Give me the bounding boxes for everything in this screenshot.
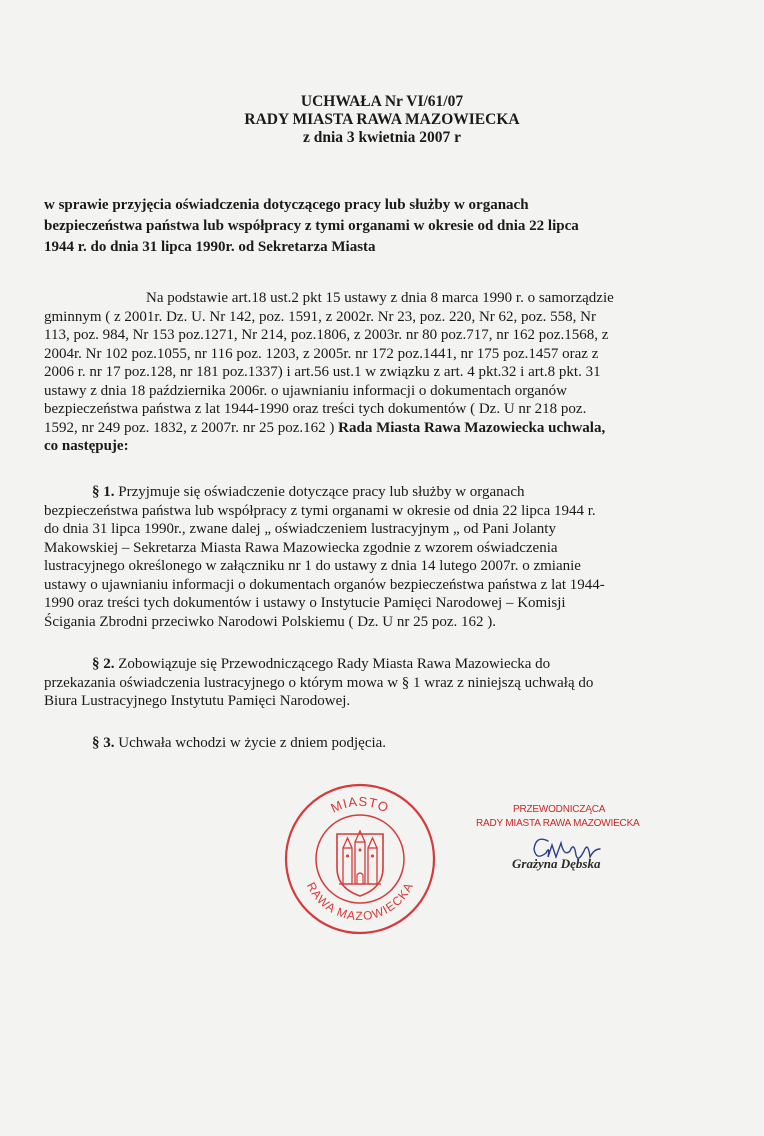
- resolution-number: UCHWAŁA Nr VI/61/07: [300, 93, 464, 110]
- signature-title: PRZEWODNICZĄCA: [513, 804, 606, 815]
- svg-text:MIASTO: [328, 794, 391, 816]
- signatory-name: Grażyna Dębska: [512, 856, 601, 871]
- section-2-line: Biura Lustracyjnego Instytutu Pamięci Narodowej.: [44, 693, 351, 709]
- council-name: RADY MIASTA RAWA MAZOWIECKA: [244, 111, 520, 128]
- preamble-line: ustawy z dnia 18 października 2006r. o ujawnianiu informacji o dokumentach organów: [44, 382, 567, 399]
- section-1: [44, 483, 664, 631]
- subject-line: bezpieczeństwa państwa lub współpracy z tymi organami w okresie od dnia 22 lipca: [44, 218, 579, 234]
- stamp-top-text: MIASTO: [328, 793, 392, 816]
- section-1-line: do dnia 31 lipca 1990r., zwane dalej „ oświadczeniem lustracyjnym „ od Pani Jolanty: [44, 521, 556, 537]
- section-2-number: § 2.: [92, 656, 115, 672]
- section-3-number: § 3.: [92, 735, 115, 751]
- section-1-line: lustracyjnego określonego w załączniku nr 1 do ustawy z dnia 14 lutego 2007r. o zmianie: [44, 558, 581, 574]
- preamble-line: [44, 419, 664, 438]
- section-1-number: § 1.: [92, 484, 115, 500]
- section-1-line: ustawy o ujawnianiu informacji o dokumentach organów bezpieczeństwa państwa z lat 1944-: [44, 576, 605, 593]
- signature-block: [470, 803, 660, 871]
- section-1-line: Ścigania Zbrodni przeciwko Narodowi Polskiemu ( Dz. U nr 25 poz. 162 ).: [44, 613, 496, 630]
- section-3: [44, 734, 664, 753]
- section-2-first-line: [44, 655, 664, 674]
- preamble-line: 2004r. Nr 102 poz.1055, nr 116 poz. 1203, z 2005r. nr 172 poz.1441, nr 175 poz.1457 oraz z: [44, 345, 599, 362]
- preamble-line: 2006 r. nr 17 poz.128, nr 181 poz.1337) i art.56 ust.1 w związku z art. 4 pkt.32 i art.8 pkt. 31: [44, 364, 601, 380]
- preamble-line: bezpieczeństwa państwa z lat 1944-1990 oraz treści tych dokumentów ( Dz. U nr 218 poz.: [44, 401, 587, 417]
- preamble-paragraph: [44, 289, 664, 456]
- resolution-subject: [44, 195, 684, 258]
- subject-line: 1944 r. do dnia 31 lipca 1990r. od Sekretarza Miasta: [44, 239, 376, 255]
- section-1-first-line: [44, 483, 664, 502]
- svg-text:RAWA MAZOWIECKA: [304, 880, 416, 923]
- section-2-line: przekazania oświadczenia lustracyjnego o którym mowa w § 1 wraz z niniejszą uchwałą do: [44, 674, 594, 691]
- section-3-text: Uchwała wchodzi w życie z dniem podjęcia.: [114, 735, 387, 751]
- city-seal-graphic: [283, 782, 437, 936]
- section-1-line: bezpieczeństwa państwa lub współpracy z tymi organami w okresie od dnia 22 lipca 1944 r.: [44, 502, 596, 519]
- section-3-line: [44, 734, 664, 753]
- section-1-line: Makowskiej – Sekretarza Miasta Rawa Mazowiecka zgodnie z wzorem oświadczenia: [44, 539, 558, 556]
- section-2-text: Zobowiązuje się Przewodniczącego Rady Miasta Rawa Mazowiecka do: [114, 656, 551, 672]
- section-1-text: Przyjmuje się oświadczenie dotyczące pracy lub służby w organach: [114, 484, 525, 500]
- preamble-line: 113, poz. 984, Nr 153 poz.1271, Nr 214, poz.1806, z 2003r. nr 80 poz.717, nr 162 poz.1568, z: [44, 327, 609, 343]
- preamble-line-text: 1592, nr 249 poz. 1832, z 2007r. nr 25 poz.162 ): [44, 419, 335, 436]
- resolution-date: z dnia 3 kwietnia 2007 r: [302, 129, 462, 146]
- section-1-line: 1990 oraz treści tych dokumentów i ustawy o Instytucie Pamięci Narodowej – Komisji: [44, 595, 566, 611]
- stamp-bottom-text: RAWA MAZOWIECKA: [303, 879, 417, 924]
- preamble-line: Na podstawie art.18 ust.2 pkt 15 ustawy z dnia 8 marca 1990 r. o samorządzie: [146, 290, 614, 306]
- subject-line: w sprawie przyjęcia oświadczenia dotyczącego pracy lub służby w organach: [44, 197, 529, 213]
- signature-council: RADY MIASTA RAWA MAZOWIECKA: [476, 818, 640, 829]
- council-resolves: Rada Miasta Rawa Mazowiecka uchwala,: [334, 419, 606, 436]
- city-seal-stamp: [283, 782, 437, 936]
- resolution-header: [0, 93, 764, 147]
- preamble-line: gminnym ( z 2001r. Dz. U. Nr 142, poz. 1591, z 2002r. Nr 23, poz. 220, Nr 62, poz. 558, Nr: [44, 308, 597, 325]
- as-follows: co następuje:: [44, 438, 129, 454]
- section-2: [44, 655, 664, 711]
